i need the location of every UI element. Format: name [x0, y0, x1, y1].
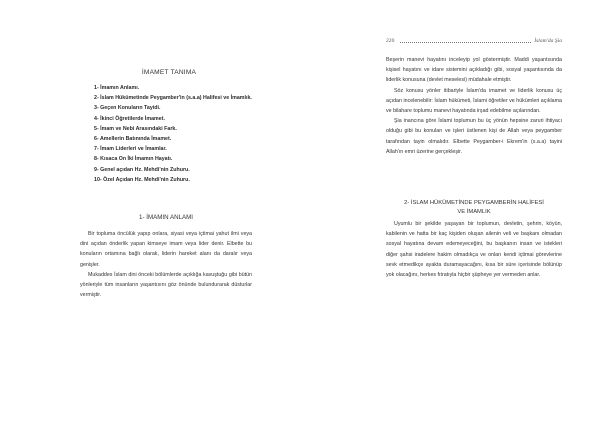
left-body	[80, 229, 252, 300]
toc-item: 4- İkinci Öğretilerde İmamet.	[94, 115, 165, 122]
paragraph: Beşerin manevi hayatını inceleyip yol göstermiştir. Maddi yaşantısında kişisel hayatını ve idare sistemini açıkladığı gibi, sosyal yaşantısında da liderlik konusuna (devlet meselesi) müdahale etmiştir.	[386, 57, 562, 84]
section-title-line: VE İMAMLIK	[457, 209, 491, 215]
toc-item: 9- Genel açıdan Hz. Mehdi'nin Zuhuru.	[94, 166, 190, 173]
page-number: 220	[386, 38, 395, 44]
paragraph: Mukaddes İslam dini önceki bölümlerde açıklığa kavuştuğu gibi bütün yönleriyle tüm insanların yaşantısını göz önünde bulundurarak düsturlar vermiştir.	[80, 271, 252, 299]
toc-title: İMAMET TANIMA	[141, 69, 197, 76]
right-page	[300, 0, 600, 424]
toc-item: 2- İslam Hükümetinde Peygamber'in (s.a.a) Halifesi ve İmamlık.	[94, 95, 252, 102]
toc-item: 5- İmam ve Nebi Arasındaki Fark.	[94, 125, 177, 132]
paragraph: Şia inancına göre İslami toplumun bu üç yönün hepsine zaruri ihtiyacı olduğu gibi bu konuları ve işleri üstlenen kişi de Allah veya peygamber tarafından tayin olmalıdır. Elbette Peygamber-i Ekrem'in (s.a.a) tayini Allah'ın emri üzerine gerçekleşir.	[386, 118, 562, 155]
toc-item: 1- İmamın Anlamı.	[94, 85, 140, 91]
paragraph: Bir topluma öncülük yapıp onlara, siyasi veya içtimai yahut ilmi veya dini açıdan önderlik yapan kimseye imam veya lider denir. Elbette bu konuların ortamına bağlı olarak, liderin hareket alanı da daralır veya genişler.	[80, 231, 252, 268]
toc-item: 7- İmam Liderleri ve İmamlar.	[94, 146, 167, 153]
toc-item: 8- Kısaca On İki İmamın Hayatı.	[94, 156, 173, 163]
toc-item: 6- Amellerin Batınında İmamet.	[94, 136, 172, 143]
header-dots	[400, 39, 531, 43]
toc-item: 10- Özel Açıdan Hz. Mehdi'nin Zuhuru.	[94, 176, 190, 183]
section-title-line: 2- İSLAM HÜKÜMETİNDE PEYGAMBERİN HALİFESİ	[404, 200, 544, 206]
toc-list	[80, 83, 252, 185]
section-title-2	[386, 199, 562, 217]
section-title: 1- İMAMIN ANLAMI	[139, 214, 193, 221]
paragraph: Söz konusu yönler itibariyle İslam'da imamet ve liderlik konusu üç açıdan incelenebilir: İslam hükümeti, İslami öğretiler ve hükümleri açıklama ve bilahare toplumu manevi hayatında irşad edebilme açılarından.	[386, 87, 562, 115]
right-body-bottom	[386, 219, 562, 280]
running-header	[386, 38, 562, 44]
toc-item: 3- Geçen Konuların Tayidi.	[94, 105, 161, 112]
running-title: İslam'da Şia	[534, 38, 562, 44]
right-body-top	[386, 55, 562, 157]
paragraph: Uyumlu bir şekilde yaşayan bir toplumun, devletin, şehrin, köyün, kabilenin ve hatta bir kaç kişiden oluşan ailenin veli ve başkanı olmadan sosyal hayatına devam edemeyeceğini, bu başkanın insan ve istekleri diğer şahsi iradelere hakim olmadıkça ve onları kendi içtimai görevlerine sevk etmedikçe ayakta duramayacağını, kısa bir süre içerisinde bölünüp yok olacağını, herkes fıtratıyla hiçbir şüpheye yer vermeden anlar.	[386, 221, 562, 279]
